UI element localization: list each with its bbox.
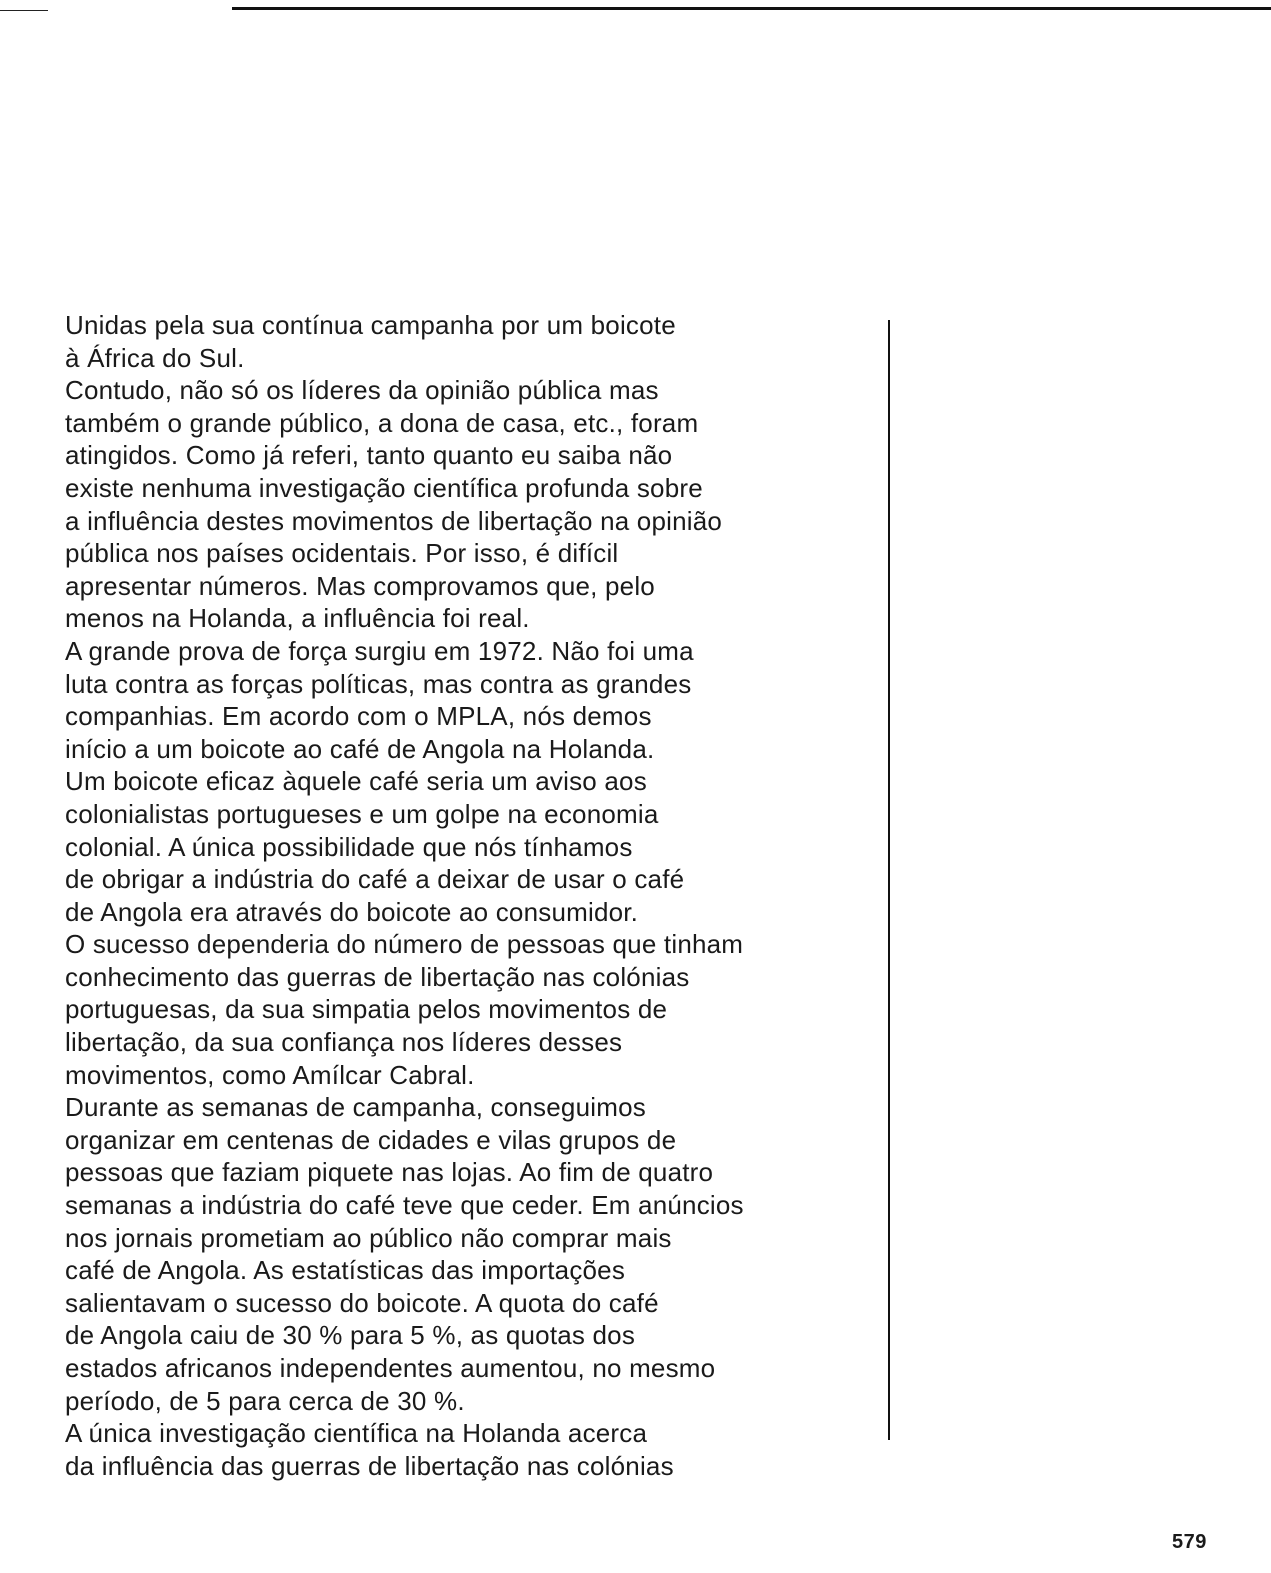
margin-rule	[888, 320, 890, 1440]
text-line: O sucesso dependeria do número de pessoas que tinham	[65, 929, 744, 960]
text-line: organizar em centenas de cidades e vilas grupos de	[65, 1124, 677, 1155]
text-line: apresentar números. Mas comprovamos que, pelo	[65, 570, 655, 601]
text-line: luta contra as forças políticas, mas contra as grandes	[65, 668, 692, 699]
text-line: movimentos, como Amílcar Cabral.	[65, 1059, 475, 1090]
text-line: menos na Holanda, a influência foi real.	[65, 603, 530, 634]
text-line: Durante as semanas de campanha, conseguimos	[65, 1092, 646, 1123]
text-line: período, de 5 para cerca de 30 %.	[65, 1385, 465, 1416]
text-line: libertação, da sua confiança nos líderes desses	[65, 1027, 623, 1058]
text-line: Unidas pela sua contínua campanha por um boicote	[65, 310, 676, 340]
text-line: semanas a indústria do café teve que ceder. Em anúncios	[65, 1190, 744, 1221]
text-line: de obrigar a indústria do café a deixar de usar o café	[65, 864, 685, 895]
text-line: pessoas que faziam piquete nas lojas. Ao fim de quatro	[65, 1157, 714, 1188]
text-line: portuguesas, da sua simpatia pelos movimentos de	[65, 994, 668, 1025]
text-line: da influência das guerras de libertação nas colónias	[65, 1450, 674, 1481]
text-line: existe nenhuma investigação científica profunda sobre	[65, 472, 703, 503]
text-line: a influência destes movimentos de libertação na opinião	[65, 505, 723, 536]
text-line: A única investigação científica na Holanda acerca	[65, 1418, 648, 1449]
text-line: também o grande público, a dona de casa, etc., foram	[65, 407, 699, 438]
body-text	[65, 309, 880, 1482]
text-line: conhecimento das guerras de libertação nas colónias	[65, 961, 690, 992]
text-line: atingidos. Como já referi, tanto quanto eu saiba não	[65, 440, 673, 471]
text-line: de Angola era através do boicote ao consumidor.	[65, 896, 639, 927]
top-rule	[232, 7, 1271, 10]
text-line: A grande prova de força surgiu em 1972. Não foi uma	[65, 635, 694, 666]
text-line: Um boicote eficaz àquele café seria um aviso aos	[65, 766, 647, 797]
text-line: colonialistas portugueses e um golpe na economia	[65, 798, 659, 829]
top-rule-left	[0, 10, 48, 11]
text-line: início a um boicote ao café de Angola na Holanda.	[65, 733, 655, 764]
text-line: estados africanos independentes aumentou, no mesmo	[65, 1353, 716, 1383]
text-line: café de Angola. As estatísticas das importações	[65, 1255, 626, 1286]
text-line: Contudo, não só os líderes da opinião pública mas	[65, 375, 659, 406]
text-line: companhias. Em acordo com o MPLA, nós demos	[65, 701, 652, 732]
text-line: de Angola caiu de 30 % para 5 %, as quotas dos	[65, 1320, 636, 1351]
text-line: pública nos países ocidentais. Por isso, é difícil	[65, 538, 619, 569]
text-line: colonial. A única possibilidade que nós tínhamos	[65, 831, 633, 862]
page-number: 579	[1172, 1531, 1207, 1553]
text-line: nos jornais prometiam ao público não comprar mais	[65, 1222, 672, 1253]
text-line: à África do Sul.	[65, 342, 245, 373]
text-line: salientavam o sucesso do boicote. A quota do café	[65, 1287, 659, 1318]
